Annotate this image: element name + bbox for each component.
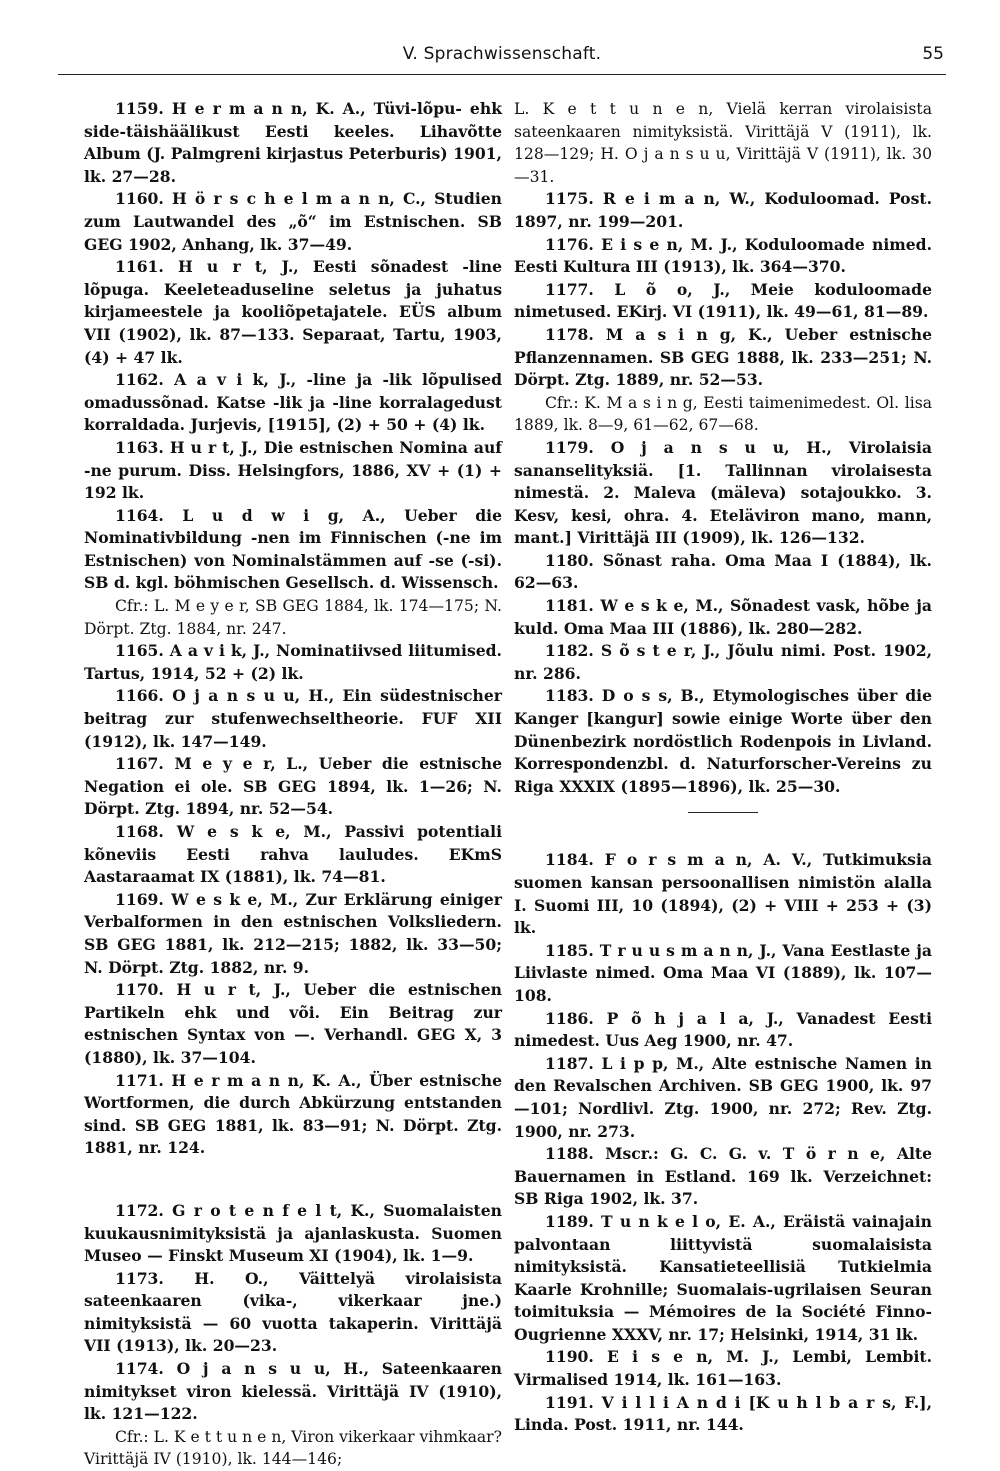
bib-entry-1179: 1179. O j a n s u u, H., Virolaisia sananselityksiä. [1. Tallinnan virolaisesta nimestä. 2. Maleva (mäleva) sotajoukko. 3. Kesv, kesi, ohra. 4. Eteläviron mano, mann, mant.] Virittäjä III (1909), lk. 126—132. [514, 437, 932, 548]
bib-entry-1164: 1164. L u d w i g, A., Ueber die Nominativbildung -nen im Finnischen (-ne im Estnischen) von Nominalstämmen auf -se (-si). SB d. kgl. böhmischen Gesellsch. d. Wissensch. [84, 505, 502, 593]
bib-entry-1191: 1191. V i l l i A n d i [K u h l b a r s, F.], Linda. Post. 1911, nr. 144. [514, 1392, 932, 1435]
bib-entry-1173: 1173. H. O., Väittelyä virolaisista sateenkaaren (vika-, vikerkaar jne.) nimityksistä — 60 vuotta takaperin. Virittäjä VII (1913), lk. 20—23. [84, 1268, 502, 1356]
bib-entry-1169: 1169. W e s k e, M., Zur Erklärung einiger Verbalformen in den estnischen Volksliedern. SB GEG 1881, lk. 212—215; 1882, lk. 33—50; N. Dörpt. Ztg. 1882, nr. 9. [84, 889, 502, 977]
section-gap [514, 827, 932, 849]
cfr-note-1174: Cfr.: L. K e t t u n e n, Viron vikerkaar vihmkaar? Virittäjä IV (1910), lk. 144—146; [84, 1427, 502, 1469]
bib-entry-1175: 1175. R e i m a n, W., Koduloomad. Post. 1897, nr. 199—201. [514, 189, 932, 231]
cfr-note-1178: Cfr.: K. M a s i n g, Eesti taimenimedest. Ol. lisa 1889, lk. 8—9, 61—62, 67—68. [514, 393, 932, 435]
bib-entry-1185: 1185. T r u u s m a n n, J., Vana Eestlaste ja Liivlaste nimed. Oma Maa VI (1889), lk. 107—108. [514, 940, 932, 1005]
bib-entry-1183: 1183. D o s s, B., Etymologisches über die Kanger [kangur] sowie einige Worte über den Dünenbezirk nordöstlich Rodenpois in Livland. Korrespondenzbl. d. Naturforscher-Vereins zu Riga XXXIX (1895—1896), lk. 25—30. [514, 686, 932, 796]
bib-entry-1190: 1190. E i s e n, M. J., Lembi, Lembit. Virmalised 1914, lk. 161—163. [514, 1347, 932, 1390]
running-header [60, 44, 944, 74]
bib-entry-1161: 1161. H u r t, J., Eesti sõnadest -line lõpuga. Keeleteaduseline seletus ja juhatus kirjameestele ja kooliõpetajatele. EÜS album VII (1902), lk. 87—133. Separaat, Tartu, 1903, (4) + 47 lk. [84, 257, 502, 367]
bib-entry-1184: 1184. F o r s m a n, A. V., Tutkimuksia suomen kansan persoonallisen nimistön alalla I. Suomi III, 10 (1894), (2) + VIII + 253 + (3) lk. [514, 850, 932, 938]
bib-entry-1187: 1187. L i p p, M., Alte estnische Namen in den Revalschen Archiven. SB GEG 1900, lk. 97—101; Nordlivl. Ztg. 1900, nr. 272; Rev. Ztg. 1900, nr. 273. [514, 1053, 932, 1141]
page-number: 55 [922, 44, 944, 64]
bib-entry-1186: 1186. P õ h j a l a, J., Vanadest Eesti nimedest. Uus Aeg 1900, nr. 47. [514, 1008, 932, 1051]
bib-entry-1170: 1170. H u r t, J., Ueber die estnischen Partikeln ehk und või. Ein Beitrag zur estnischen Syntax von —. Verhandl. GEG X, 3 (1880), lk. 37—104. [84, 980, 502, 1067]
bib-entry-1180: 1180. Sõnast raha. Oma Maa I (1884), lk. 62—63. [514, 550, 932, 593]
bib-entry-1189: 1189. T u n k e l o, E. A., Eräistä vainajain palvontaan liittyvistä suomalaisista nimityksistä. Kansatieteellisiä Tutkielmia Kaarle Krohnille; Suomalais-ugrilaisen Seuran toimituksia — Mémoires de la Société Finno-Ougrienne XXXV, nr. 17; Helsinki, 1914, 31 lk. [514, 1211, 932, 1344]
left-column [84, 98, 502, 1471]
bib-entry-1174: 1174. O j a n s u u, H., Sateenkaaren nimitykset viron kielessä. Virittäjä IV (1910), lk. 121—122. [84, 1359, 502, 1424]
bib-entry-1163: 1163. H u r t, J., Die estnischen Nomina auf -ne purum. Diss. Helsingfors, 1886, XV + (1) + 192 lk. [84, 437, 502, 503]
bib-entry-1167: 1167. M e y e r, L., Ueber die estnische Negation ei ole. SB GEG 1894, lk. 1—26; N. Dörpt. Ztg. 1894, nr. 52—54. [84, 754, 502, 819]
bib-entry-1172: 1172. G r o t e n f e l t, K., Suomalaisten kuukausnimityksistä ja ajanlaskusta. Suomen Museo — Finskt Museum XI (1904), lk. 1—9. [84, 1200, 502, 1266]
cfr-note-1164: Cfr.: L. M e y e r, SB GEG 1884, lk. 174—175; N. Dörpt. Ztg. 1884, nr. 247. [84, 597, 502, 638]
header-rule [58, 74, 946, 75]
right-column [514, 98, 932, 1437]
bib-entry-1188: 1188. Mscr.: G. C. G. v. T ö r n e, Alte Bauernamen in Estland. 169 lk. Verzeichnet: SB Riga 1902, lk. 37. [514, 1144, 932, 1209]
bib-entry-1176: 1176. E i s e n, M. J., Koduloomade nimed. Eesti Kultura III (1913), lk. 364—370. [514, 234, 932, 277]
bib-entry-1168: 1168. W e s k e, M., Passivi potentiali kõneviis Eesti rahva lauludes. EKmS Aastaraamat IX (1881), lk. 74—81. [84, 822, 502, 887]
bib-entry-1177: 1177. L õ o, J., Meie koduloomade nimetused. EKirj. VI (1911), lk. 49—61, 81—89. [514, 279, 932, 322]
bib-entry-1159: 1159. H e r m a n n, K. A., Tüvi-lõpu- ehk side-täishäälikust Eesti keeles. Lihavõtte Album (J. Palmgreni kirjastus Peterburis) 1901, lk. 27—28. [84, 99, 502, 186]
bib-entry-1182: 1182. S õ s t e r, J., Jõulu nimi. Post. 1902, nr. 286. [514, 641, 932, 683]
bib-entry-1178: 1178. M a s i n g, K., Ueber estnische Pflanzennamen. SB GEG 1888, lk. 233—251; N. Dörpt. Ztg. 1889, nr. 52—53. [514, 324, 932, 390]
bib-entry-1160: 1160. H ö r s c h e l m a n n, C., Studien zum Lautwandel des „õ“ im Estnischen. SB GEG 1902, Anhang, lk. 37—49. [84, 189, 502, 254]
section-title: V. Sprachwissenschaft. [402, 44, 602, 64]
cfr-continuation: L. K e t t u n e n, Vielä kerran virolaisista sateenkaaren nimityksistä. Virittäjä V (1911), lk. 128—129; H. O j a n s u u, Virittäjä V (1911), lk. 30—31. [514, 100, 932, 186]
bib-entry-1165: 1165. A a v i k, J., Nominatiivsed liitumised. Tartus, 1914, 52 + (2) lk. [84, 641, 502, 683]
bib-entry-1162: 1162. A a v i k, J., -line ja -lik lõpulised omadussõnad. Katse -lik ja -line korralagedust korraldada. Jurjevis, [1915], (2) + 50 + (4) lk. [84, 370, 502, 435]
section-divider [688, 812, 758, 813]
bib-entry-1171: 1171. H e r m a n n, K. A., Über estnische Wortformen, die durch Abkürzung entstanden sind. SB GEG 1881, lk. 83—91; N. Dörpt. Ztg. 1881, nr. 124. [84, 1070, 502, 1158]
bib-entry-1166: 1166. O j a n s u u, H., Ein südestnischer beitrag zur stufenwechseltheorie. FUF XII (1912), lk. 147—149. [84, 686, 502, 751]
bib-entry-1181: 1181. W e s k e, M., Sõnadest vask, hõbe ja kuld. Oma Maa III (1886), lk. 280—282. [514, 596, 932, 638]
section-gap [84, 1160, 502, 1200]
